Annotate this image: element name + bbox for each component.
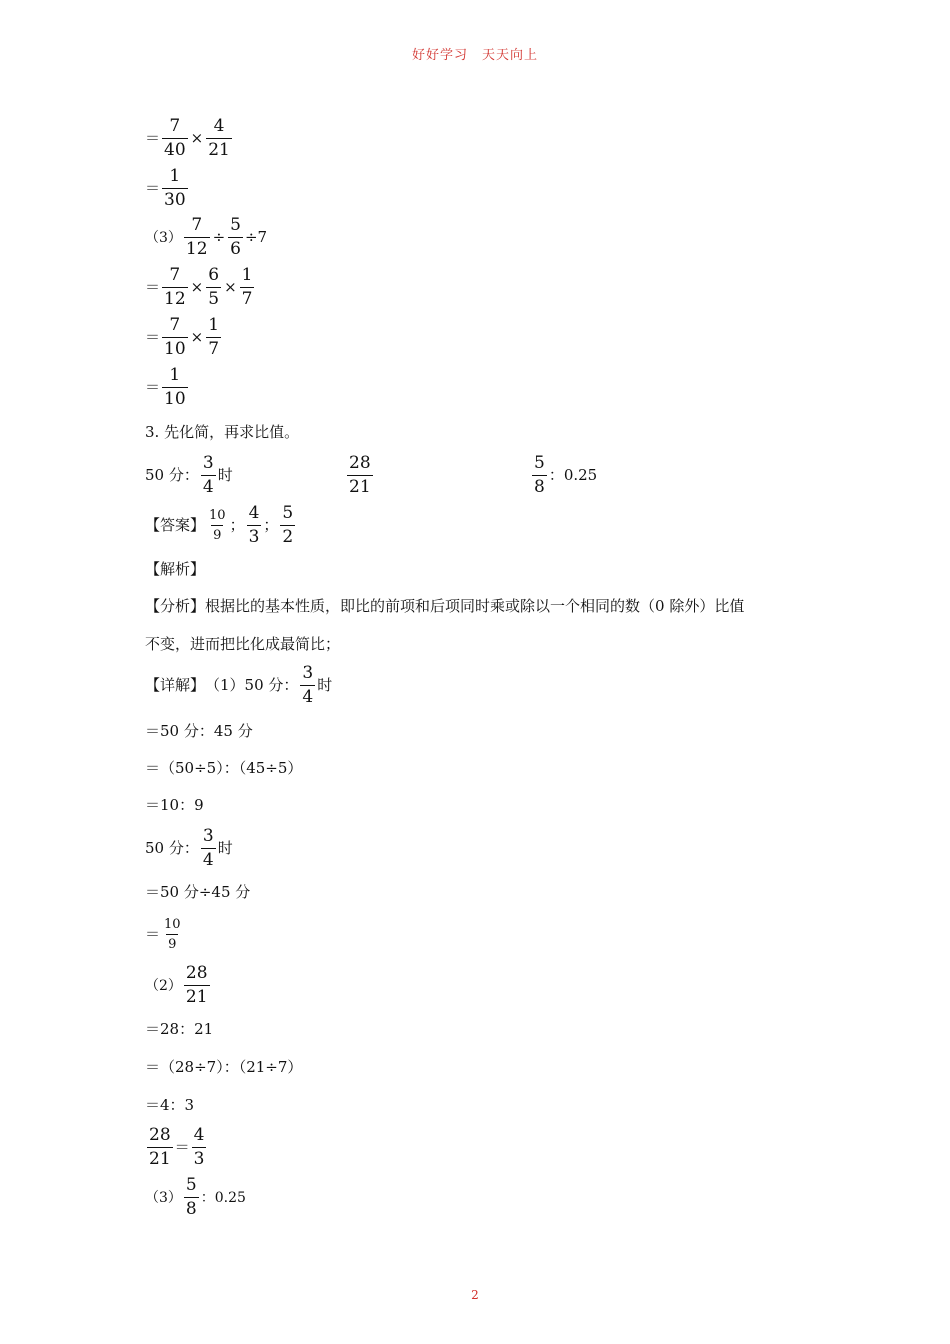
fraction: $\frac{5}{2}$ [282, 503, 294, 547]
page-number: 2 [471, 1288, 479, 1302]
fraction: $\frac{1}{7}$ [241, 265, 253, 309]
analysis-line-2: 不变，进而把比化成最简比； [145, 635, 341, 653]
question-item-2 [345, 455, 375, 496]
calc-line: ＝ $\frac{7}{10}$ × $\frac{1}{7}$ [145, 315, 220, 359]
fraction: $\frac{10}{9}$ [164, 917, 181, 952]
fraction: $\frac{1}{30}$ [164, 166, 186, 210]
calc-line: ＝ $\frac{1}{10}$ [145, 365, 186, 409]
calc-line: ＝10：9 [145, 796, 204, 814]
fraction: $\frac{3}{4}$ [202, 826, 214, 870]
question-item-3: $\frac{5}{8}$ ：0.25 [534, 453, 598, 497]
fraction: $\frac{1}{7}$ [208, 315, 220, 359]
calc-line: ＝50 分÷45 分 [145, 883, 251, 901]
fraction: $\frac{28}{21}$ [185, 963, 208, 1007]
fraction: $\frac{3}{4}$ [302, 663, 314, 707]
calc-line: ＝4：3 [145, 1096, 195, 1114]
calc-line: ＝（50÷5）：（45÷5） [145, 759, 303, 777]
calc-line: ＝（28÷7）：（21÷7） [145, 1058, 303, 1076]
fraction: $\frac{3}{4}$ [202, 453, 214, 497]
fraction: $\frac{5}{6}$ [230, 215, 241, 259]
calc-line: ＝28：21 [145, 1020, 214, 1038]
calc-line: ＝ $\frac{10}{9}$ [145, 917, 181, 952]
calc-line: ＝ $\frac{1}{30}$ [145, 166, 186, 210]
fraction: $\frac{5}{8}$ [185, 1175, 197, 1219]
fraction: $\frac{7}{12}$ [185, 215, 208, 259]
calc-line: ＝ $\frac{7}{40}$ × $\frac{4}{21}$ [145, 116, 230, 160]
fraction: $\frac{7}{40}$ [164, 116, 186, 160]
calc-line: ＝50 分：45 分 [145, 722, 253, 740]
question-title: 3. 先化简，再求比值。 [145, 423, 300, 441]
fraction: $\frac{6}{5}$ [208, 265, 220, 309]
page-header: 好好学习 天天向上 [411, 48, 538, 63]
answer-line: 【答案】 $\frac{10}{9}$ ； $\frac{4}{3}$ ； $\frac{5}{2}$ [145, 503, 294, 547]
fraction: $\frac{1}{10}$ [164, 365, 186, 409]
analysis-label: 【分析】 [145, 597, 206, 615]
detail-label: 【详解】 [145, 676, 206, 694]
fraction: $\frac{10}{9}$ [209, 508, 226, 543]
fraction: $\frac{5}{8}$ [534, 453, 545, 497]
fraction: $\frac{7}{10}$ [164, 315, 186, 359]
fraction: $\frac{28}{21}$ [349, 453, 371, 497]
detail-line: 【详解】 （1）50 分： $\frac{3}{4}$ 时 [145, 663, 333, 707]
question-item-1: 50 分： $\frac{3}{4}$ 时 [145, 453, 233, 497]
calc-line: ＝ $\frac{7}{12}$ × $\frac{6}{5}$ × $\frac{1}{7}$ [145, 265, 253, 309]
fraction: $\frac{4}{3}$ [248, 503, 260, 547]
fraction: $\frac{7}{12}$ [164, 265, 186, 309]
calc-line: （3） $\frac{7}{12}$ ÷ $\frac{5}{6}$ ÷7 [145, 215, 268, 259]
calc-line: $\frac{28}{21}$ ＝ $\frac{4}{3}$ [149, 1125, 205, 1169]
answer-label: 【答案】 [145, 516, 206, 534]
jiexi-label: 【解析】 [145, 560, 206, 578]
fraction: $\frac{28}{21}$ [149, 1125, 171, 1169]
question-items [145, 455, 845, 501]
analysis-line-1: 【分析】 根据比的基本性质，即比的前项和后项同时乘或除以一个相同的数（0 除外）比值 [145, 597, 745, 615]
fraction: $\frac{4}{21}$ [208, 116, 230, 160]
fraction: $\frac{4}{3}$ [193, 1125, 205, 1169]
calc-line: （3） $\frac{5}{8}$ ：0.25 [145, 1175, 246, 1219]
calc-line: 50 分： $\frac{3}{4}$ 时 [145, 826, 233, 870]
calc-line: （2） $\frac{28}{21}$ [145, 963, 208, 1007]
